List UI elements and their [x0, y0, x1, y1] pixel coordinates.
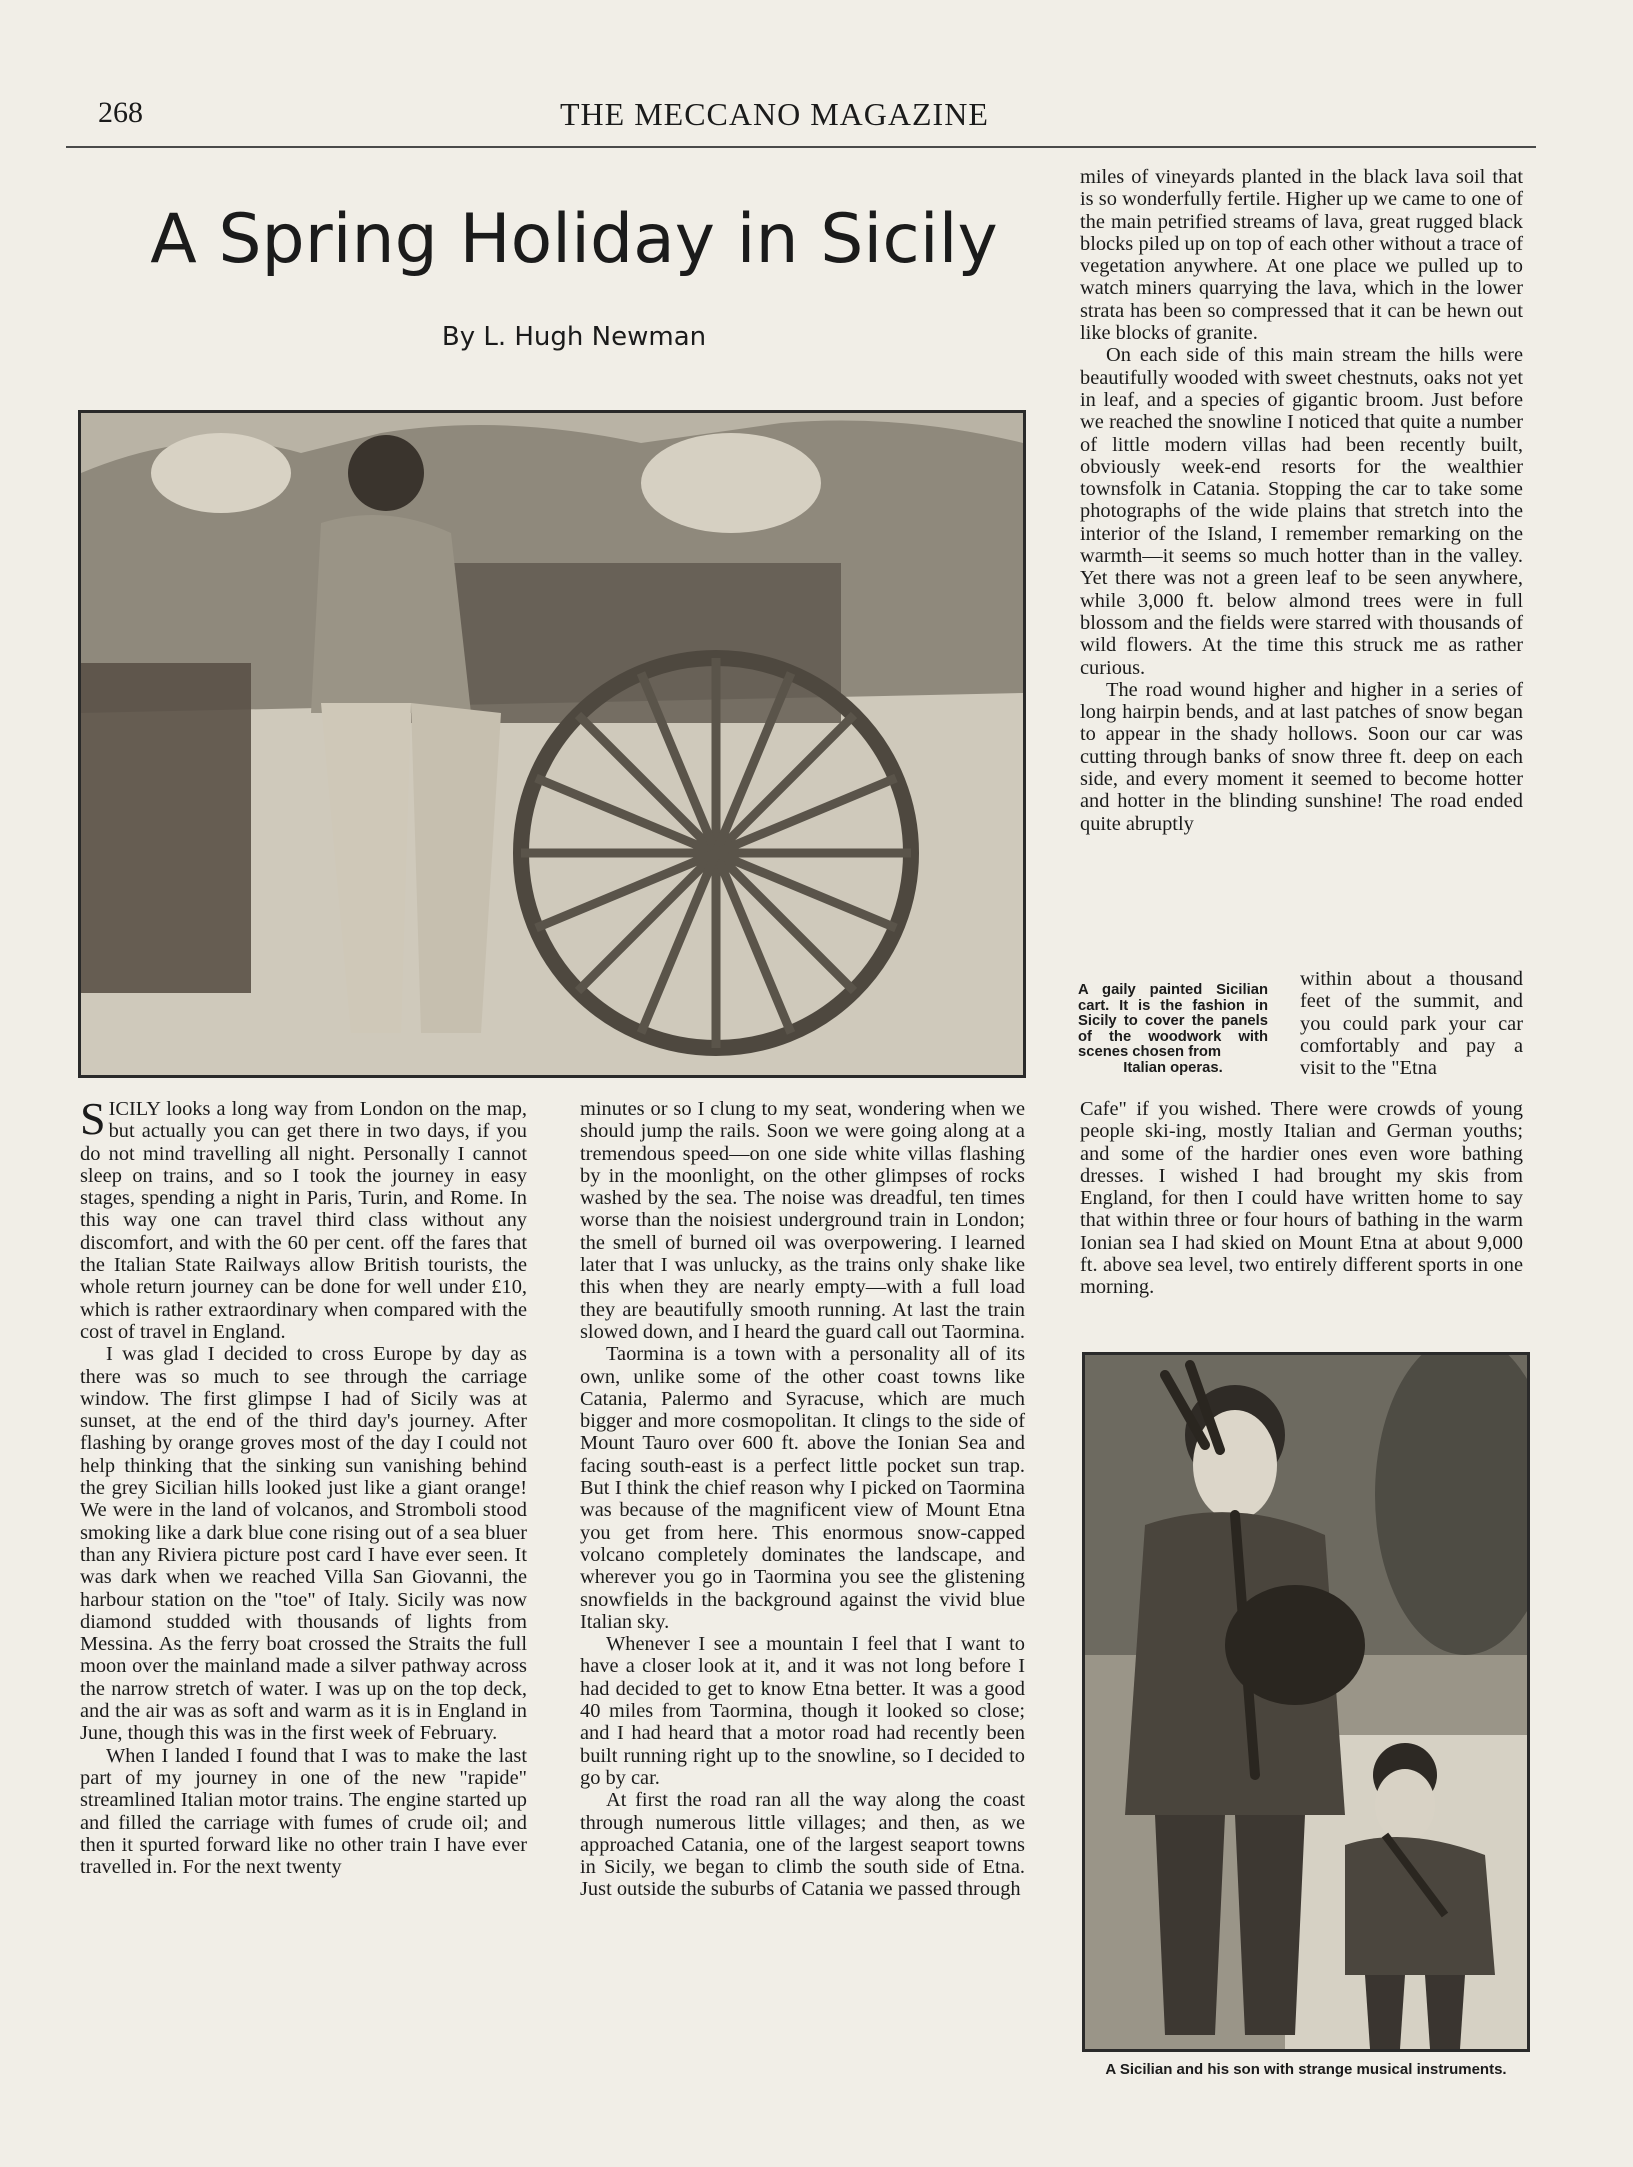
paragraph: Whenever I see a mountain I feel that I want to have a closer look at it, and it was not long before I had decided to get to know Etna better. It was a good 40 miles from Taormina, though it looked so close; and I had heard that a motor road had recently been built running right up to the snowline, so I decided to go by car.: [580, 1633, 1025, 1789]
magazine-title: THE MECCANO MAGAZINE: [560, 96, 989, 132]
paragraph: Taormina is a town with a personality all of its own, unlike some of the other coast towns like Catania, Palermo and Syracuse, which are much bigger and more cosmopolitan. It clings to the side of Mount Tauro over 600 ft. above the Ionian Sea and facing south-east is a perfect little pocket sun trap. But I think the chief reason why I picked on Taormina was because of the magnificent view of Mount Etna you get from here. This enormous snow-capped volcano completely dominates the landscape, and wherever you go in Taormina you see the glistening snowfields in the background against the vivid blue Italian sky.: [580, 1343, 1025, 1633]
cart-caption-text: A gaily painted Sicilian cart. It is the fashion in Sicily to cover the panels of the woodwork with scenes chosen from: [1078, 982, 1268, 1060]
paragraph: Cafe" if you wished. There were crowds of young people ski-ing, mostly Italian and German youths; and some of the hardier ones even wore bathing dresses. I wished I had brought my skis from England, for then I could have written home to say that within three or four hours of bathing in the warm Ionian sea I had skied on Mount Etna at about 9,000 ft. above sea level, two entirely different sports in one morning.: [1080, 1098, 1523, 1299]
paragraph: SICILY looks a long way from London on the map, but actually you can get there in two days, if you do not mind travelling all night. Personally I cannot sleep on trains, and so I took the journey in easy stages, spending a night in Paris, Turin, and Rome. In this way one can travel third class without any discomfort, and with the 60 per cent. off the fares that the Italian State Railways allow British tourists, the whole return journey can be done for well under £10, which is rather extraordinary when compared with the cost of travel in England.: [80, 1093, 527, 1343]
paragraph: miles of vineyards planted in the black lava soil that is so wonderfully fertile. Higher up we came to one of the main petrified streams of lava, great rugged black blocks piled up on top of each other without a trace of vegetation anywhere. At one place we pulled up to watch miners quarrying the lava, which in the lower strata has been so compressed that it can be hewn out like blocks of granite.: [1080, 166, 1523, 345]
paragraph: When I landed I found that I was to make the last part of my journey in one of the new "rapide" streamlined Italian motor trains. The engine started up and filled the carriage with fumes of crude oil; and then it spurted forward like no other train I have ever travelled in. For the next twenty: [80, 1744, 527, 1879]
bagpipes-caption: A Sicilian and his son with strange musical instruments.: [1105, 2061, 1507, 2078]
column-left: [80, 1093, 527, 1879]
column-right-top: [1080, 166, 1523, 835]
cart-photo: [78, 410, 1026, 1078]
paragraph: minutes or so I clung to my seat, wondering when we should jump the rails. Soon we were going along at a tremendous speed—on one side white villas flashing by in the moonlight, on the other glimpses of rocks washed by the sea. The noise was dreadful, ten times worse than the noisiest underground train in London; the smell of burned oil was overpowering. I learned later that I was unlucky, as the trains only shake like this when they are nearly empty—with a full load they are beautifully smooth running. At last the train slowed down, and I heard the guard call out Taormina.: [580, 1098, 1025, 1343]
article-byline: By L. Hugh Newman: [441, 322, 707, 352]
paragraph: At first the road ran all the way along the coast through numerous little villages; and then, as we approached Catania, one of the largest seaport towns in Sicily, we began to climb the south side of Etna. Just outside the suburbs of Catania we passed through: [580, 1789, 1025, 1901]
paragraph: I was glad I decided to cross Europe by day as there was so much to see through the carriage window. The first glimpse I had of Sicily was at sunset, at the end of the third day's journey. After flashing by orange groves most of the day I could not help thinking that the sinking sun vanishing behind the grey Sicilian hills looked just like a giant orange! We were in the land of volcanos, and Stromboli stood smoking like a dark blue cone rising out of a sea bluer than any Riviera picture post card I have ever seen. It was dark when we reached Villa San Giovanni, the harbour station on the "toe" of Italy. Sicily was now diamond studded with thousands of lights from Messina. As the ferry boat crossed the Straits the full moon over the mainland made a silver pathway across the narrow stretch of water. I was up on the top deck, and the air was as soft and warm as it is in England in June, though this was in the first week of February.: [80, 1343, 527, 1745]
paragraph: On each side of this main stream the hills were beautifully wooded with sweet chestnuts, oaks not yet in leaf, and a species of gigantic broom. Just before we reached the snowline I noticed that quite a number of little modern villas had been recently built, obviously week-end resorts for the wealthier townsfolk in Catania. Stopping the car to take some photographs of the wide plains that stretch into the interior of the Island, I remember remarking on the warmth—it seems so much hotter than in the valley. Yet there was not a green leaf to be seen anywhere, while 3,000 ft. below almond trees were in full blossom and the fields were starred with thousands of wild flowers. At the time this struck me as rather curious.: [1080, 344, 1523, 679]
paragraph: The road wound higher and higher in a series of long hairpin bends, and at last patches of snow began to appear in the shady hollows. Soon our car was cutting through banks of snow three ft. deep on each side, and every moment it seemed to become hotter and hotter in the blinding sunshine! The road ended quite abruptly: [1080, 678, 1523, 835]
column-right-wrap: within about a thousand feet of the summit, and you could park your car comfortably and pay a visit to the "Etna: [1300, 968, 1523, 1080]
column-right-bottom: [1080, 1098, 1523, 1299]
article-title: A Spring Holiday in Sicily: [150, 200, 998, 279]
cart-caption-last: Italian operas.: [1123, 1059, 1223, 1076]
column-middle: [580, 1098, 1025, 1901]
page-number: 268: [98, 96, 143, 129]
header-rule: [66, 146, 1536, 148]
cart-caption: [1078, 983, 1268, 1076]
bagpipes-photo: [1082, 1352, 1530, 2052]
